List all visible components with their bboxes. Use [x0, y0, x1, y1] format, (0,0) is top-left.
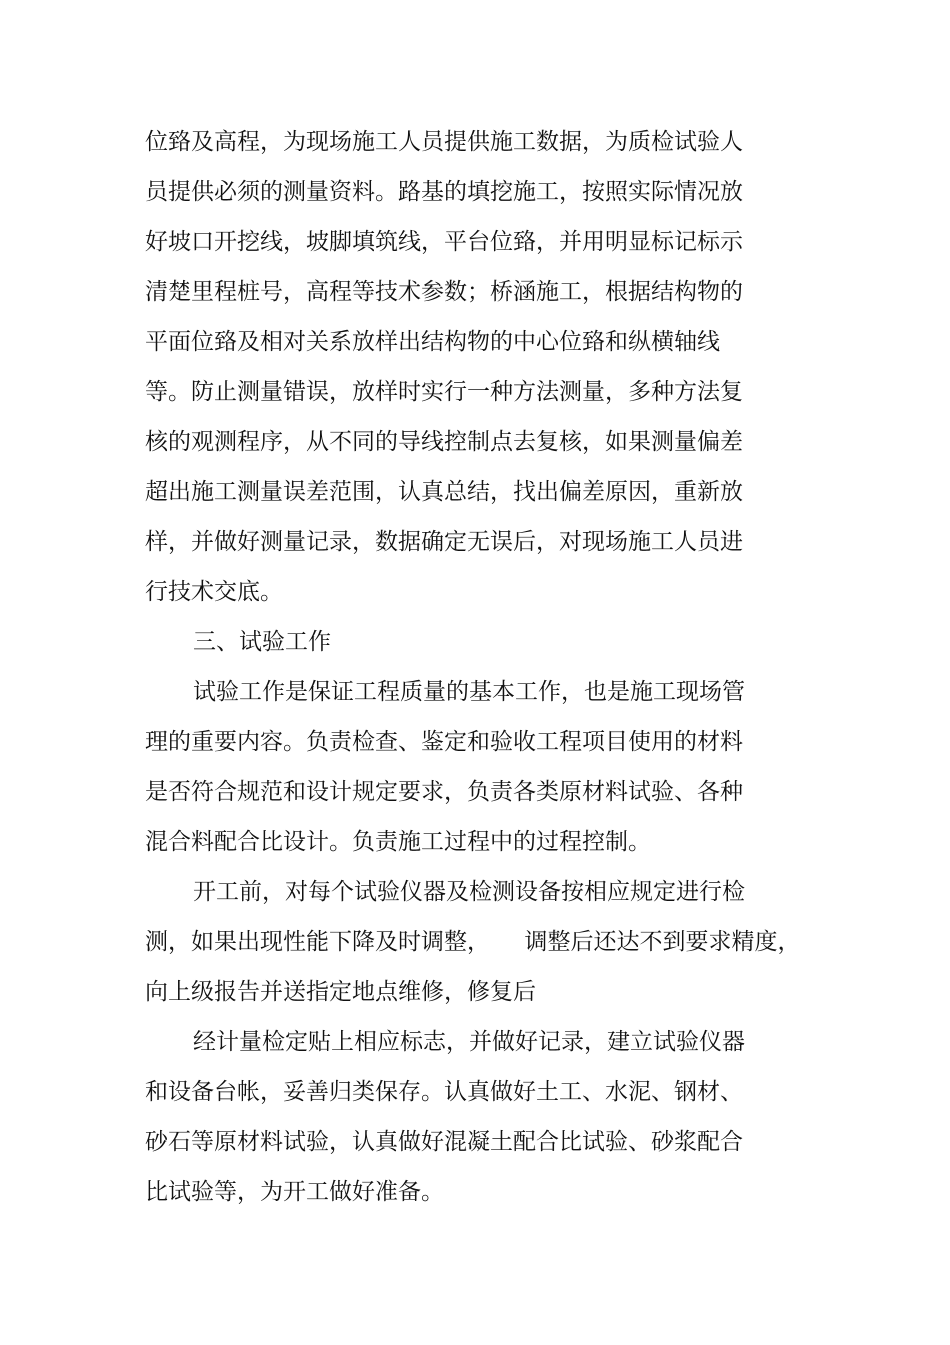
text-line: 向上级报告并送指定地点维修，修复后 — [145, 979, 536, 1005]
text-line: 位臵及高程，为现场施工人员提供施工数据，为质检试验人 — [145, 129, 743, 155]
text-line: 比试验等，为开工做好准备。 — [145, 1179, 444, 1205]
text-line: 好坡口开挖线，坡脚填筑线，平台位臵，并用明显标记标示 — [145, 229, 743, 255]
text-line: 行技术交底。 — [145, 579, 283, 605]
text-line: 和设备台帐，妥善归类保存。认真做好土工、水泥、钢材、 — [145, 1079, 743, 1105]
text-line: 超出施工测量误差范围，认真总结，找出偏差原因，重新放 — [145, 479, 743, 505]
text-line: 等。防止测量错误，放样时实行一种方法测量，多种方法复 — [145, 379, 743, 405]
text-line: 测，如果出现性能下降及时调整， 调整后还达不到要求精度， — [145, 929, 801, 955]
text-line: 员提供必须的测量资料。路基的填挖施工，按照实际情况放 — [145, 179, 743, 205]
text-line: 样，并做好测量记录，数据确定无误后，对现场施工人员进 — [145, 529, 743, 555]
paragraph-start-line: 经计量检定贴上相应标志，并做好记录，建立试验仪器 — [193, 1029, 745, 1055]
text-line: 是否符合规范和设计规定要求，负责各类原材料试验、各种 — [145, 779, 743, 805]
paragraph-start-line: 开工前，对每个试验仪器及检测设备按相应规定进行检 — [193, 879, 745, 905]
text-line: 理的重要内容。负责检查、鉴定和验收工程项目使用的材料 — [145, 729, 743, 755]
text-line: 砂石等原材料试验，认真做好混凝土配合比试验、砂浆配合 — [145, 1129, 743, 1155]
text-line: 平面位臵及相对关系放样出结构物的中心位臵和纵横轴线 — [145, 329, 720, 355]
paragraph-start-line: 试验工作是保证工程质量的基本工作，也是施工现场管 — [193, 679, 745, 705]
text-line: 清楚里程桩号，高程等技术参数；桥涵施工，根据结构物的 — [145, 279, 743, 305]
text-line: 核的观测程序，从不同的导线控制点去复核，如果测量偏差 — [145, 429, 743, 455]
text-line: 混合料配合比设计。负责施工过程中的过程控制。 — [145, 829, 651, 855]
section-heading: 三、试验工作 — [193, 629, 331, 655]
